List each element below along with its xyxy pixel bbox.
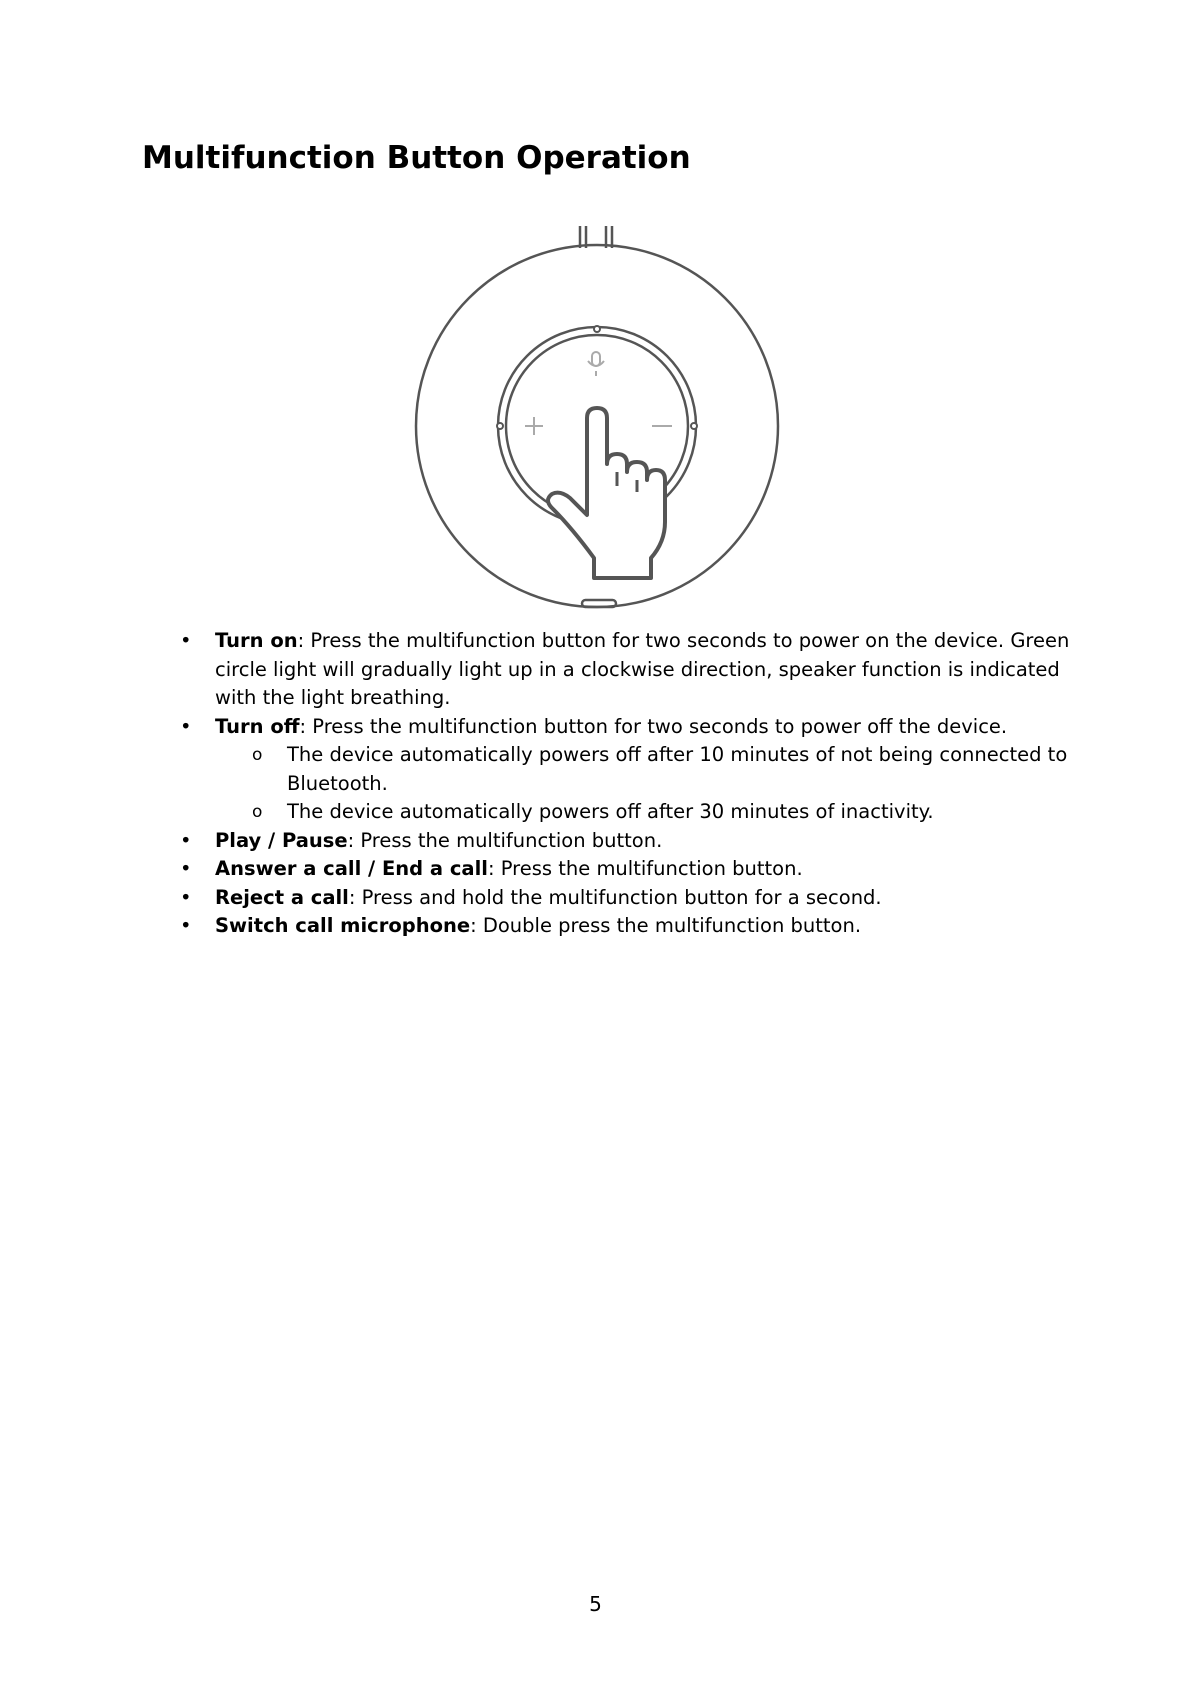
microphone-icon xyxy=(588,352,604,376)
list-item: • Turn on: Press the multifunction button for two seconds to power on the device. Green circle light will gradually light up in a clockwise direction, speaker function is indicated with the light breathing. xyxy=(180,629,1070,709)
list-item: • Turn off: Press the multifunction button for two seconds to power off the device. o The device automatically powers off after 10 minutes of not being connected to Bluetooth. o The device automatically powers off after 30 minutes of inactivity. xyxy=(180,713,1080,827)
list-item: • Switch call microphone: Double press the multifunction button. xyxy=(180,914,862,937)
list-item: • Answer a call / End a call: Press the multifunction button. xyxy=(180,857,803,880)
list-item: • Reject a call: Press and hold the multifunction button for a second. xyxy=(180,885,882,909)
list-item: • Play / Pause: Press the multifunction button. xyxy=(180,828,663,852)
operation-list xyxy=(180,627,1080,941)
speaker-diagram xyxy=(400,218,800,618)
plus-icon xyxy=(525,417,543,435)
sub-list-item: o The device automatically powers off after 30 minutes of inactivity. xyxy=(252,800,934,823)
sub-list xyxy=(215,741,1080,827)
page-title: Multifunction Button Operation xyxy=(142,140,691,176)
hand-pointer-icon xyxy=(548,408,665,578)
page-number: 5 xyxy=(589,1592,602,1616)
charging-port xyxy=(582,600,616,607)
sub-list-item: o The device automatically powers off after 10 minutes of not being connected to Bluetooth. xyxy=(252,743,1068,795)
